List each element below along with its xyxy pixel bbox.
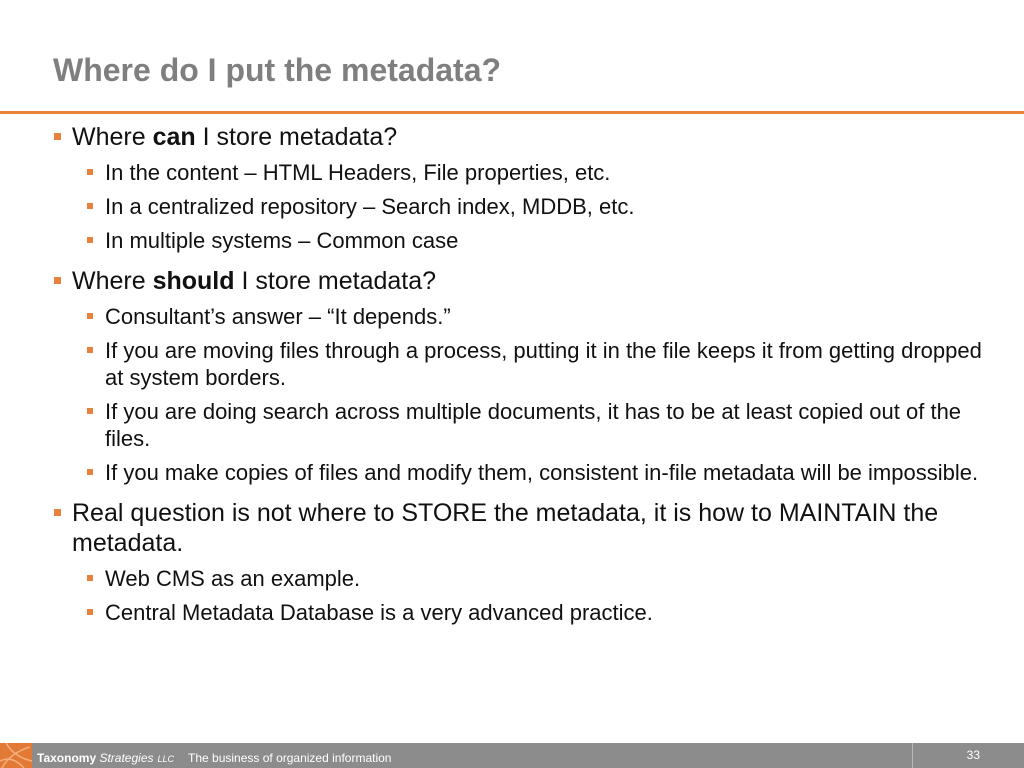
slide-footer [0,743,1024,768]
bullet-square-icon [54,277,61,284]
sub-bullet [85,599,992,626]
bullet-square-icon [87,313,93,319]
bullet-group-1 [52,122,992,254]
bullet-text: I store metadata? [195,123,398,151]
bullet-text: Real question is not where to STORE the metadata, it is how to MAINTAIN the metadata. [72,499,939,557]
bullet-group-2 [52,266,992,486]
bullet-group-3 [52,498,992,626]
sub-bullet [85,337,992,391]
page-number: 33 [966,748,980,762]
bullet-square-icon [87,203,93,209]
sub-bullet-text: If you are doing search across multiple documents, it has to be at least copied out of the files. [105,399,962,451]
bullet-emphasis: should [152,267,235,295]
bullet-square-icon [87,408,93,414]
bullet-emphasis: can [152,123,196,151]
bullet-l1 [52,498,992,558]
bullet-square-icon [87,347,93,353]
bullet-square-icon [87,169,93,175]
brand-suffix: LLC [157,754,175,764]
sub-bullet-text: If you are moving files through a process, putting it in the file keeps it from getting dropped at system borders. [105,338,982,390]
sub-bullet-text: Web CMS as an example. [105,566,361,591]
bullet-text: Where [72,267,153,295]
slide-title: Where do I put the metadata? [53,52,502,88]
sub-bullet [85,159,992,186]
bullet-square-icon [87,609,93,615]
bullet-square-icon [87,575,93,581]
sub-bullet [85,565,992,592]
bullet-l1 [52,266,992,296]
sub-bullet [85,303,992,330]
swirl-logo-icon [0,743,32,768]
sub-bullet-text: In the content – HTML Headers, File properties, etc. [105,160,611,185]
bullet-l1 [52,122,992,152]
sub-bullet [85,227,992,254]
footer-brand [37,751,391,765]
bullet-text: Where [72,123,153,151]
sub-bullet-text: Central Metadata Database is a very advanced practice. [105,600,653,625]
bullet-square-icon [87,469,93,475]
title-divider [0,111,1024,114]
brand-name-italic: Strategies [99,751,154,765]
sub-bullet [85,459,992,486]
sub-bullet-text: Consultant’s answer – “It depends.” [105,304,451,329]
bullet-text: I store metadata? [234,267,437,295]
bullet-square-icon [87,237,93,243]
brand-name: Taxonomy [37,751,97,765]
sub-bullet [85,193,992,220]
footer-tagline: The business of organized information [188,751,392,765]
sub-bullet-text: In a centralized repository – Search index, MDDB, etc. [105,194,635,219]
bullet-square-icon [54,509,61,516]
sub-bullet [85,398,992,452]
sub-bullet-text: In multiple systems – Common case [105,228,459,253]
slide-body [52,122,992,638]
bullet-square-icon [54,133,61,140]
sub-bullet-text: If you make copies of files and modify them, consistent in-file metadata will be impossible. [105,460,979,485]
footer-divider [912,743,913,768]
